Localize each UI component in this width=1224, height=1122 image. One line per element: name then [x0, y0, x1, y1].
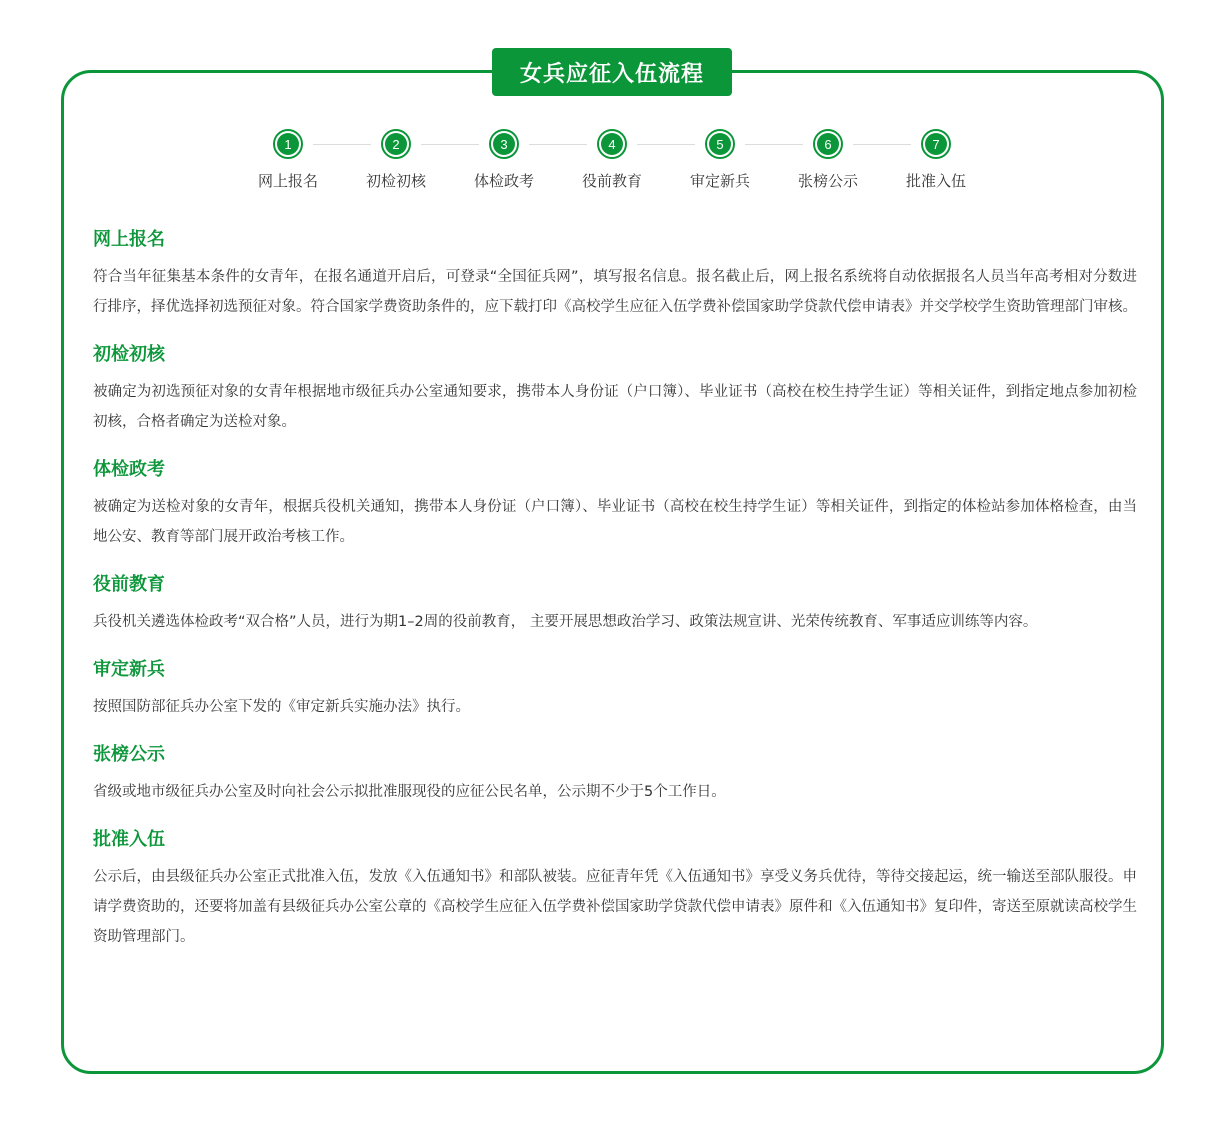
section-body: 省级或地市级征兵办公室及时向社会公示拟批准服现役的应征公民名单，公示期不少于5个工作日。: [93, 784, 726, 800]
section-body: 符合当年征集基本条件的女青年，在报名通道开启后，可登录“全国征兵网”，填写报名信息。报名截止后，网上报名系统将自动依据报名人员当年高考相对分数进行排序，择优选择初选预征对象。符合国家学费资助条件的，应下载打印《高校学生应征入伍学费补偿国家助学贷款代偿申请表》并交学校学生资助管理部门审核。: [93, 269, 1137, 315]
section-heading: 网上报名: [93, 229, 165, 250]
section-heading: 体检政考: [93, 459, 165, 480]
section-online-registration: [93, 226, 1137, 322]
step-label: 体检政考: [473, 172, 534, 190]
step-7: [882, 128, 990, 191]
step-label: 张榜公示: [797, 172, 858, 190]
section-body: 按照国防部征兵办公室下发的《审定新兵实施办法》执行。: [93, 699, 470, 715]
step-number-badge: 1: [273, 129, 303, 159]
step-label: 审定新兵: [689, 172, 750, 190]
step-label: 网上报名: [257, 172, 318, 190]
step-number-badge: 7: [921, 129, 951, 159]
step-number-badge: 5: [705, 129, 735, 159]
section-heading: 张榜公示: [93, 744, 165, 765]
section-heading: 批准入伍: [93, 829, 165, 850]
step-number-badge: 2: [381, 129, 411, 159]
step-2: [342, 128, 450, 191]
section-body: 被确定为初选预征对象的女青年根据地市级征兵办公室通知要求，携带本人身份证（户口簿）、毕业证书（高校在校生持学生证）等相关证件，到指定地点参加初检初核，合格者确定为送检对象。: [93, 384, 1137, 430]
step-3: [450, 128, 558, 191]
section-pre-service-education: [93, 571, 1137, 637]
section-physical-political-exam: [93, 456, 1137, 552]
section-recruit-approval: [93, 656, 1137, 722]
step-4: [558, 128, 666, 191]
section-heading: 役前教育: [93, 574, 165, 595]
section-enlistment-approval: [93, 826, 1137, 952]
step-label: 初检初核: [365, 172, 426, 190]
step-number-badge: 6: [813, 129, 843, 159]
step-number-badge: 3: [489, 129, 519, 159]
step-label: 批准入伍: [905, 172, 966, 190]
section-body: 兵役机关遴选体检政考“双合格”人员，进行为期1–2周的役前教育， 主要开展思想政治学习、政策法规宣讲、光荣传统教育、军事适应训练等内容。: [93, 614, 1038, 630]
step-number-badge: 4: [597, 129, 627, 159]
process-details: [93, 226, 1137, 971]
section-body: 被确定为送检对象的女青年，根据兵役机关通知，携带本人身份证（户口簿）、毕业证书（高校在校生持学生证）等相关证件，到指定的体检站参加体格检查，由当地公安、教育等部门展开政治考核工作。: [93, 499, 1137, 545]
step-6: [774, 128, 882, 191]
page-title: 女兵应征入伍流程: [492, 48, 732, 96]
section-heading: 初检初核: [93, 344, 165, 365]
step-5: [666, 128, 774, 191]
section-body: 公示后，由县级征兵办公室正式批准入伍，发放《入伍通知书》和部队被装。应征青年凭《入伍通知书》享受义务兵优待，等待交接起运，统一输送至部队服役。申请学费资助的，还要将加盖有县级征兵办公室公章的《高校学生应征入伍学费补偿国家助学贷款代偿申请表》原件和《入伍通知书》复印件，寄送至原就读高校学生资助管理部门。: [93, 869, 1137, 945]
step-label: 役前教育: [581, 172, 642, 190]
section-preliminary-check: [93, 341, 1137, 437]
step-indicator: [234, 128, 990, 198]
step-1: [234, 128, 342, 191]
section-heading: 审定新兵: [93, 659, 165, 680]
section-public-notice: [93, 741, 1137, 807]
